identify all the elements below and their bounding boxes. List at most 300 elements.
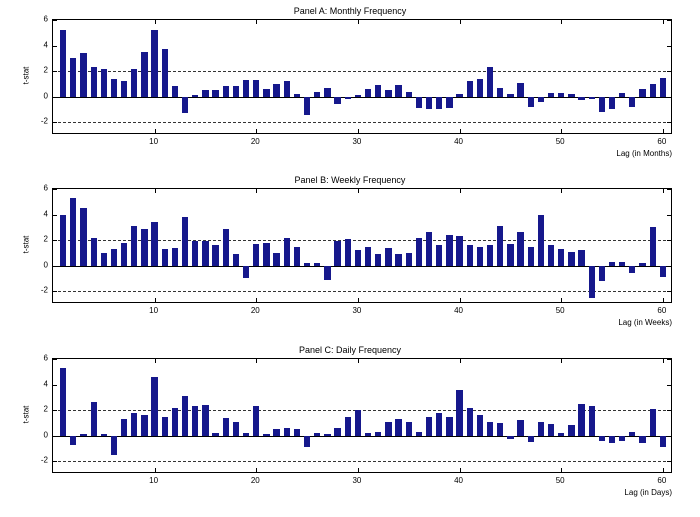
x-tick-label: 20 — [250, 476, 260, 485]
bar-series — [53, 189, 671, 302]
bar — [528, 97, 534, 107]
bar — [558, 433, 564, 436]
bar — [456, 390, 462, 436]
bar — [304, 436, 310, 448]
bar — [345, 417, 351, 436]
bar — [650, 227, 656, 265]
bar-series — [53, 359, 671, 472]
y-tick-mark — [667, 97, 671, 98]
x-tick-mark — [460, 20, 461, 24]
x-tick-mark — [256, 189, 257, 193]
bar — [639, 89, 645, 97]
y-tick-label: 4 — [43, 209, 48, 219]
bar — [660, 436, 666, 448]
bar — [395, 419, 401, 436]
bar — [385, 422, 391, 436]
bar — [487, 245, 493, 265]
x-tick-label: 30 — [352, 137, 362, 146]
bar — [101, 253, 107, 266]
plot-area — [52, 19, 672, 134]
bar — [355, 410, 361, 436]
x-tick-label: 10 — [149, 137, 159, 146]
bar — [609, 436, 615, 444]
bar — [528, 247, 534, 266]
panel-title: Panel A: Monthly Frequency — [293, 6, 407, 16]
bar — [365, 89, 371, 97]
bar — [202, 90, 208, 96]
bar — [162, 249, 168, 266]
bar-series — [53, 20, 671, 133]
y-tick-label: 0 — [43, 260, 48, 270]
x-axis-label: Lag (in Weeks) — [618, 318, 672, 327]
bar — [324, 434, 330, 435]
bar — [172, 408, 178, 436]
bar — [243, 433, 249, 436]
x-tick-mark — [663, 468, 664, 472]
bar — [568, 252, 574, 266]
bar — [416, 97, 422, 109]
bar — [202, 405, 208, 436]
y-tick-mark — [667, 461, 671, 462]
bar — [487, 422, 493, 436]
bar — [426, 417, 432, 436]
bar — [355, 95, 361, 96]
bar — [111, 436, 117, 455]
bar — [263, 243, 269, 266]
bar — [497, 88, 503, 97]
y-tick-mark — [667, 410, 671, 411]
bar — [507, 244, 513, 266]
bar — [314, 263, 320, 266]
x-tick-label: 10 — [149, 476, 159, 485]
bar — [233, 254, 239, 266]
bar — [212, 433, 218, 436]
bar — [162, 49, 168, 96]
bar — [619, 436, 625, 441]
y-tick-mark — [667, 122, 671, 123]
y-tick-mark — [53, 266, 57, 267]
x-tick-label: 40 — [454, 476, 463, 485]
bar — [284, 81, 290, 96]
bar — [395, 254, 401, 266]
bar — [91, 238, 97, 266]
bar — [253, 244, 259, 266]
bar — [660, 78, 666, 97]
bar — [589, 97, 595, 100]
bar — [385, 248, 391, 266]
bar — [477, 247, 483, 266]
x-tick-label: 30 — [352, 476, 362, 485]
bar — [141, 415, 147, 435]
bar — [629, 97, 635, 107]
bar — [487, 67, 493, 96]
bar — [243, 266, 249, 279]
x-tick-mark — [358, 189, 359, 193]
bar — [589, 406, 595, 435]
axes-frame — [52, 19, 672, 134]
y-tick-label: 6 — [43, 183, 48, 193]
bar — [192, 406, 198, 435]
bar — [650, 409, 656, 436]
bar — [578, 97, 584, 101]
bar — [395, 85, 401, 97]
bar — [629, 266, 635, 274]
y-tick-mark — [53, 97, 57, 98]
bar — [375, 85, 381, 97]
bar — [70, 436, 76, 445]
bar — [446, 417, 452, 436]
bar — [355, 250, 361, 265]
x-tick-mark — [663, 359, 664, 363]
bar — [212, 90, 218, 96]
x-tick-mark — [460, 468, 461, 472]
plot-area — [52, 188, 672, 303]
bar — [212, 245, 218, 265]
chart-panel — [0, 175, 700, 331]
bar — [599, 266, 605, 281]
x-tick-mark — [561, 20, 562, 24]
x-tick-mark — [358, 129, 359, 133]
bar — [639, 263, 645, 266]
y-tick-mark — [667, 240, 671, 241]
x-tick-label: 40 — [454, 137, 463, 146]
x-tick-mark — [256, 359, 257, 363]
y-tick-mark — [53, 122, 57, 123]
bar — [497, 226, 503, 266]
bar — [345, 97, 351, 100]
x-tick-mark — [561, 298, 562, 302]
bar — [60, 215, 66, 266]
bar — [650, 84, 656, 97]
bar — [477, 79, 483, 97]
x-tick-mark — [561, 468, 562, 472]
y-tick-mark — [53, 436, 57, 437]
x-tick-label: 60 — [657, 306, 667, 315]
y-tick-mark — [53, 410, 57, 411]
bar — [151, 222, 157, 265]
bar — [619, 262, 625, 266]
bar — [131, 413, 137, 436]
bar — [548, 245, 554, 265]
x-tick-label: 50 — [555, 476, 565, 485]
y-tick-mark — [667, 20, 671, 21]
panel-title: Panel C: Daily Frequency — [298, 345, 402, 355]
bar — [456, 94, 462, 97]
bar — [111, 79, 117, 97]
x-tick-mark — [561, 129, 562, 133]
bar — [507, 94, 513, 97]
bar — [91, 67, 97, 96]
bar — [273, 253, 279, 266]
bar — [660, 266, 666, 278]
bar — [528, 436, 534, 442]
x-tick-mark — [460, 189, 461, 193]
x-tick-mark — [256, 298, 257, 302]
x-tick-mark — [663, 298, 664, 302]
bar — [263, 434, 269, 435]
x-tick-label: 50 — [555, 137, 565, 146]
x-tick-label: 30 — [352, 306, 362, 315]
bar — [324, 266, 330, 280]
bar — [609, 97, 615, 110]
y-tick-mark — [53, 461, 57, 462]
bar — [182, 97, 188, 114]
bar — [101, 434, 107, 435]
x-tick-mark — [155, 189, 156, 193]
y-tick-mark — [53, 385, 57, 386]
bar — [568, 425, 574, 435]
bar — [233, 422, 239, 436]
bar — [70, 198, 76, 266]
y-tick-mark — [53, 71, 57, 72]
y-tick-mark — [667, 291, 671, 292]
bar — [314, 92, 320, 97]
bar — [314, 433, 320, 436]
bar — [80, 208, 86, 266]
y-tick-mark — [53, 189, 57, 190]
bar — [304, 263, 310, 266]
bar — [324, 88, 330, 97]
bar — [467, 245, 473, 265]
bar — [589, 266, 595, 298]
bar — [436, 97, 442, 110]
bar — [334, 97, 340, 105]
bar — [233, 86, 239, 96]
bar — [334, 428, 340, 436]
bar — [111, 249, 117, 266]
bar — [538, 97, 544, 102]
bar — [131, 226, 137, 266]
bar — [192, 241, 198, 265]
bar — [558, 93, 564, 97]
bar — [568, 94, 574, 97]
bar — [121, 81, 127, 96]
bar — [406, 92, 412, 97]
bar — [151, 377, 157, 436]
bar — [548, 424, 554, 436]
x-tick-label: 50 — [555, 306, 565, 315]
y-tick-mark — [53, 215, 57, 216]
plot-area — [52, 358, 672, 473]
bar — [151, 30, 157, 96]
x-tick-mark — [155, 298, 156, 302]
x-tick-mark — [358, 359, 359, 363]
y-tick-label: 6 — [43, 353, 48, 363]
bar — [223, 418, 229, 436]
bar — [70, 58, 76, 96]
bar — [243, 80, 249, 97]
y-tick-label: 6 — [43, 14, 48, 24]
bar — [446, 235, 452, 266]
bar — [182, 396, 188, 436]
y-tick-mark — [667, 266, 671, 267]
x-axis-label: Lag (in Months) — [616, 149, 672, 158]
axes-frame — [52, 358, 672, 473]
bar — [467, 81, 473, 96]
bar — [548, 93, 554, 97]
bar — [304, 97, 310, 115]
x-tick-mark — [358, 20, 359, 24]
bar — [436, 413, 442, 436]
bar — [436, 245, 442, 265]
bar — [477, 415, 483, 435]
x-tick-label: 60 — [657, 137, 667, 146]
bar — [223, 86, 229, 96]
y-tick-label: -2 — [40, 116, 48, 126]
bar — [202, 241, 208, 265]
bar — [599, 97, 605, 112]
bar — [121, 243, 127, 266]
bar — [426, 97, 432, 110]
bar — [416, 432, 422, 436]
bar — [192, 95, 198, 96]
x-axis-label: Lag (in Days) — [624, 488, 672, 497]
x-tick-mark — [155, 468, 156, 472]
x-tick-mark — [460, 359, 461, 363]
y-axis-label: t-stat — [21, 66, 31, 84]
bar — [80, 434, 86, 435]
bar — [172, 86, 178, 96]
bar — [101, 69, 107, 97]
bar — [517, 83, 523, 97]
bar — [172, 248, 178, 266]
bar — [334, 241, 340, 265]
x-tick-mark — [358, 468, 359, 472]
bar — [131, 69, 137, 97]
bar — [578, 404, 584, 436]
y-tick-mark — [53, 46, 57, 47]
bar — [578, 250, 584, 265]
y-tick-mark — [667, 189, 671, 190]
x-tick-label: 10 — [149, 306, 159, 315]
y-tick-mark — [667, 385, 671, 386]
x-tick-mark — [256, 20, 257, 24]
bar — [517, 420, 523, 435]
bar — [456, 236, 462, 265]
bar — [375, 432, 381, 436]
bar — [294, 429, 300, 435]
bar — [182, 217, 188, 266]
axes-frame — [52, 188, 672, 303]
x-tick-mark — [155, 359, 156, 363]
bar — [60, 30, 66, 96]
x-tick-label: 60 — [657, 476, 667, 485]
bar — [517, 232, 523, 265]
y-tick-mark — [667, 215, 671, 216]
bar — [294, 94, 300, 97]
y-tick-label: 2 — [43, 234, 48, 244]
bar — [294, 247, 300, 266]
bar — [273, 84, 279, 97]
bar — [538, 215, 544, 266]
x-tick-mark — [155, 129, 156, 133]
y-tick-label: 4 — [43, 40, 48, 50]
bar — [619, 93, 625, 97]
bar — [80, 53, 86, 96]
bar — [497, 423, 503, 436]
bar — [375, 254, 381, 266]
chart-panel — [0, 6, 700, 162]
bar — [223, 229, 229, 266]
x-tick-mark — [561, 189, 562, 193]
x-tick-mark — [561, 359, 562, 363]
x-tick-label: 40 — [454, 306, 463, 315]
bar — [141, 52, 147, 97]
x-tick-label: 20 — [250, 306, 260, 315]
bar — [538, 422, 544, 436]
x-tick-label: 20 — [250, 137, 260, 146]
bar — [406, 253, 412, 266]
bar — [60, 368, 66, 436]
x-tick-mark — [256, 129, 257, 133]
chart-panel — [0, 345, 700, 501]
bar — [609, 262, 615, 266]
bar — [446, 97, 452, 109]
bar — [558, 249, 564, 266]
y-tick-mark — [53, 359, 57, 360]
x-tick-mark — [155, 20, 156, 24]
x-tick-mark — [256, 468, 257, 472]
bar — [365, 433, 371, 436]
bar — [385, 90, 391, 96]
y-tick-label: 2 — [43, 404, 48, 414]
x-tick-mark — [663, 20, 664, 24]
bar — [141, 229, 147, 266]
y-tick-mark — [667, 359, 671, 360]
bar — [253, 406, 259, 435]
y-tick-label: -2 — [40, 455, 48, 465]
bar — [507, 436, 513, 440]
bar — [345, 239, 351, 266]
y-tick-label: 0 — [43, 91, 48, 101]
bar — [253, 80, 259, 97]
x-tick-mark — [358, 298, 359, 302]
bar — [365, 247, 371, 266]
y-tick-mark — [53, 240, 57, 241]
y-tick-mark — [53, 20, 57, 21]
bar — [121, 419, 127, 436]
bar — [162, 417, 168, 436]
bar — [273, 429, 279, 435]
panel-title: Panel B: Weekly Frequency — [294, 175, 406, 185]
bar — [406, 422, 412, 436]
y-tick-mark — [667, 46, 671, 47]
bar — [91, 402, 97, 435]
x-tick-mark — [460, 129, 461, 133]
y-axis-label: t-stat — [21, 405, 31, 423]
y-tick-mark — [667, 71, 671, 72]
y-tick-mark — [53, 291, 57, 292]
bar — [284, 428, 290, 436]
x-tick-mark — [460, 298, 461, 302]
y-tick-label: 4 — [43, 379, 48, 389]
bar — [599, 436, 605, 441]
bar — [426, 232, 432, 265]
bar — [416, 238, 422, 266]
x-tick-mark — [663, 129, 664, 133]
y-axis-label: t-stat — [21, 235, 31, 253]
y-tick-label: -2 — [40, 285, 48, 295]
y-tick-label: 0 — [43, 430, 48, 440]
bar — [467, 408, 473, 436]
bar — [639, 436, 645, 444]
y-tick-mark — [667, 436, 671, 437]
bar — [263, 89, 269, 97]
x-tick-mark — [663, 189, 664, 193]
bar — [284, 238, 290, 266]
bar — [629, 432, 635, 436]
y-tick-label: 2 — [43, 65, 48, 75]
